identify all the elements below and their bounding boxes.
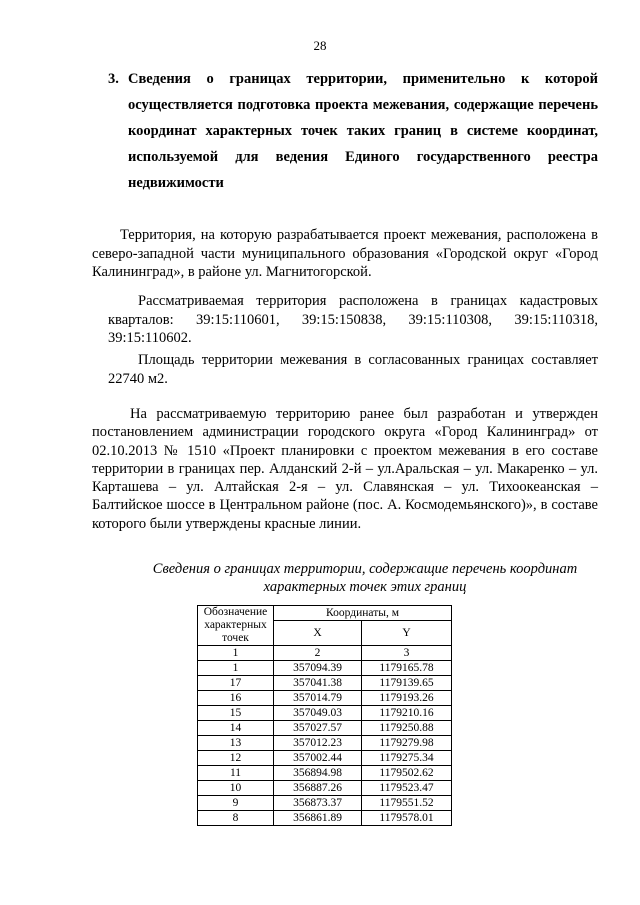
coord-y: 1179578.01: [362, 811, 452, 826]
coord-y: 1179279.98: [362, 736, 452, 751]
coord-x: 356873.37: [274, 796, 362, 811]
column-number: 2: [274, 646, 362, 661]
coord-y: 1179165.78: [362, 661, 452, 676]
coord-y: 1179193.26: [362, 691, 452, 706]
point-id: 15: [198, 706, 274, 721]
section-title: Сведения о границах территории, применительно к которой осуществляется подготовка проекта межевания, содержащие перечень координат характерных точек таких границ в системе координат, используемой для ведения Единого государственного реестра недвижимости: [128, 71, 598, 191]
point-id: 13: [198, 736, 274, 751]
coord-y: 1179551.52: [362, 796, 452, 811]
page-number: 28: [313, 38, 327, 53]
point-id: 17: [198, 676, 274, 691]
table-row: [198, 811, 452, 826]
coordinates-table: [197, 605, 452, 826]
coord-y: 1179523.47: [362, 781, 452, 796]
coord-x: 356887.26: [274, 781, 362, 796]
coord-y: 1179210.16: [362, 706, 452, 721]
header-y: Y: [362, 621, 452, 646]
header-points: Обозначение характерных точек: [198, 606, 274, 646]
table-row: [198, 766, 452, 781]
point-id: 10: [198, 781, 274, 796]
coord-x: 357041.38: [274, 676, 362, 691]
table-row: [198, 751, 452, 766]
column-number: 3: [362, 646, 452, 661]
table-row: [198, 706, 452, 721]
coord-y: 1179275.34: [362, 751, 452, 766]
paragraph-previous-project: На рассматриваемую территорию ранее был разработан и утвержден постановлением администрации городского округа «Город Калининград» от 02.10.2013 № 1510 «Проект планировки с проектом межевания в его составе территории в границах пер. Алданский 2-й – ул.Аральская – ул. Макаренко – ул. Карташева – ул. Алтайская 2-я – ул. Славянская – ул. Тихоокеанская – Балтийское шоссе в Центральном районе (пос. А. Космодемьянского)», в составе которого были утверждены красные линии.: [92, 406, 598, 532]
point-id: 1: [198, 661, 274, 676]
section-heading: [108, 66, 598, 196]
paragraph-area: Площадь территории межевания в согласованных границах составляет 22740 м2.: [108, 352, 598, 387]
table-row: [198, 721, 452, 736]
coord-x: 357027.57: [274, 721, 362, 736]
section-number: 3.: [108, 71, 119, 87]
coord-x: 357012.23: [274, 736, 362, 751]
table-row: [198, 781, 452, 796]
coord-x: 357049.03: [274, 706, 362, 721]
point-id: 16: [198, 691, 274, 706]
point-id: 12: [198, 751, 274, 766]
point-id: 8: [198, 811, 274, 826]
column-number: 1: [198, 646, 274, 661]
coord-x: 357014.79: [274, 691, 362, 706]
paragraph-territory-location: Территория, на которую разрабатывается проект межевания, расположена в северо-западной части муниципального образования «Городской округ «Город Калининград», в районе ул. Магнитогорской.: [92, 227, 598, 280]
table-row: [198, 676, 452, 691]
coord-x: 357094.39: [274, 661, 362, 676]
header-x: X: [274, 621, 362, 646]
point-id: 14: [198, 721, 274, 736]
coord-y: 1179250.88: [362, 721, 452, 736]
point-id: 11: [198, 766, 274, 781]
coord-x: 357002.44: [274, 751, 362, 766]
table-row: [198, 796, 452, 811]
coord-x: 356861.89: [274, 811, 362, 826]
coord-y: 1179502.62: [362, 766, 452, 781]
table-caption: Сведения о границах территории, содержащие перечень координат характерных точек этих границ: [152, 561, 578, 595]
point-id: 9: [198, 796, 274, 811]
paragraph-cadastral-quarters: Рассматриваемая территория расположена в границах кадастровых кварталов: 39:15:110601, 39:15:150838, 39:15:110308, 39:15:110318, 39:15:110602.: [108, 293, 598, 346]
table-row: [198, 661, 452, 676]
coord-x: 356894.98: [274, 766, 362, 781]
header-coordinates: Координаты, м: [274, 606, 452, 621]
table-row: [198, 736, 452, 751]
coord-y: 1179139.65: [362, 676, 452, 691]
table-row: [198, 691, 452, 706]
